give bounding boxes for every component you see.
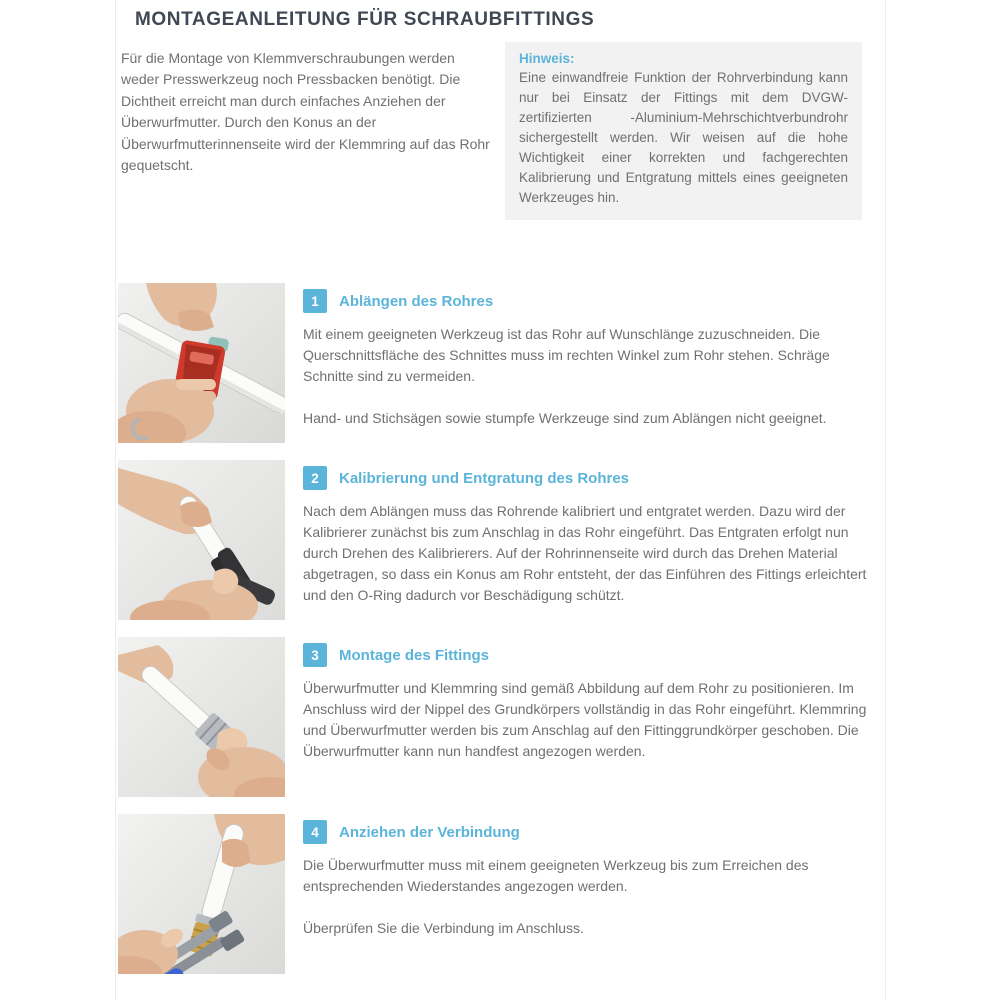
step-2-photo-calibrating xyxy=(118,460,285,620)
step-1-photo-pipe-cutting xyxy=(118,283,285,443)
step-3-title: Montage des Fittings xyxy=(339,646,489,664)
note-label: Hinweis: xyxy=(519,51,575,66)
step-3-body xyxy=(303,678,882,762)
step-3-paragraph: Überwurfmutter und Klemmring sind gemäß Abbildung auf dem Rohr zu positionieren. Im Anschluss wird der Nippel des Grundkörpers vollständig in das Rohr eingeführt. Klemmring und Überwurfmutter werden bis zum Anschlag auf den Fittinggrundkörper geschoben. Die Überwurfmutter kann nun handfest angezogen werden. xyxy=(303,680,867,759)
step-2-header xyxy=(303,466,882,490)
step-4-content xyxy=(303,814,882,939)
step-1-header xyxy=(303,289,882,313)
step-3-content xyxy=(303,637,882,762)
step-1-paragraph: Mit einem geeigneten Werkzeug ist das Rohr auf Wunschlänge zuzuschneiden. Die Querschnittsfläche des Schnittes muss im rechten Winkel zum Rohr stehen. Schräge Schnitte sind zu vermeiden. xyxy=(303,326,830,384)
step-1-number-badge: 1 xyxy=(303,289,327,313)
step-1-content xyxy=(303,283,882,429)
step-4-header xyxy=(303,820,882,844)
pipe-cutter-illustration xyxy=(118,283,285,443)
calibrator-illustration xyxy=(118,460,285,620)
step-2-body xyxy=(303,501,882,606)
step-1-paragraph: Hand- und Stichsägen sowie stumpfe Werkzeuge sind zum Ablängen nicht geeignet. xyxy=(303,410,827,426)
step-4-photo-tightening xyxy=(118,814,285,974)
tightening-pliers-illustration xyxy=(118,814,285,974)
step-2-paragraph: Nach dem Ablängen muss das Rohrende kalibriert und entgratet werden. Dazu wird der Kalibrierer zunächst bis zum Anschlag in das Rohr eingeführt. Das Entgraten erfolgt nun durch Drehen des Kalibrierers. Auf der Rohrinnenseite wird durch das Drehen Material abgetragen, so dass ein Konus am Rohr entsteht, der das Einführen des Fittings erleichtert und den O-Ring dadurch vor Beschädigung schützt. xyxy=(303,503,867,603)
step-3-header xyxy=(303,643,882,667)
step-section-4 xyxy=(118,814,884,974)
step-1-title: Ablängen des Rohres xyxy=(339,292,494,310)
step-4-number-badge: 4 xyxy=(303,820,327,844)
step-section-1 xyxy=(118,283,884,443)
step-1-body xyxy=(303,324,882,429)
step-section-3 xyxy=(118,637,884,797)
step-3-number-badge: 3 xyxy=(303,643,327,667)
page-title: MONTAGEANLEITUNG FÜR SCHRAUBFITTINGS xyxy=(135,9,595,30)
note-body: Eine einwandfreie Funktion der Rohrverbindung kann nur bei Einsatz der Fittings mit dem DVGW-zertifizierten -Aluminium-Mehrschichtverbundrohr sichergestellt werden. Wir weisen auf die hohe Wichtigkeit einer korrekten und fachgerechten Kalibrierung und Entgratung mittels eines geeigneten Werkzeuges hin. xyxy=(519,70,848,205)
step-section-2 xyxy=(118,460,884,620)
step-2-title: Kalibrierung und Entgratung des Rohres xyxy=(339,469,630,487)
step-3-photo-fitting-assembly xyxy=(118,637,285,797)
step-2-content xyxy=(303,460,882,606)
step-4-title: Anziehen der Verbindung xyxy=(339,823,520,841)
intro-paragraph: Für die Montage von Klemmverschraubungen werden weder Presswerkzeug noch Pressbacken benötigt. Die Dichtheit erreicht man durch einfaches Anziehen der Überwurfmutter. Durch den Konus an der Überwurfmutterinnenseite wird der Klemmring auf das Rohr gequetscht. xyxy=(121,50,490,174)
note-box xyxy=(505,42,862,220)
step-4-body xyxy=(303,855,882,939)
step-2-number-badge: 2 xyxy=(303,466,327,490)
step-4-paragraph: Die Überwurfmutter muss mit einem geeigneten Werkzeug bis zum Erreichen des entsprechenden Wiederstandes angezogen werden. xyxy=(303,857,809,894)
step-4-paragraph: Überprüfen Sie die Verbindung im Anschluss. xyxy=(303,920,584,936)
fitting-assembly-illustration xyxy=(118,637,285,797)
